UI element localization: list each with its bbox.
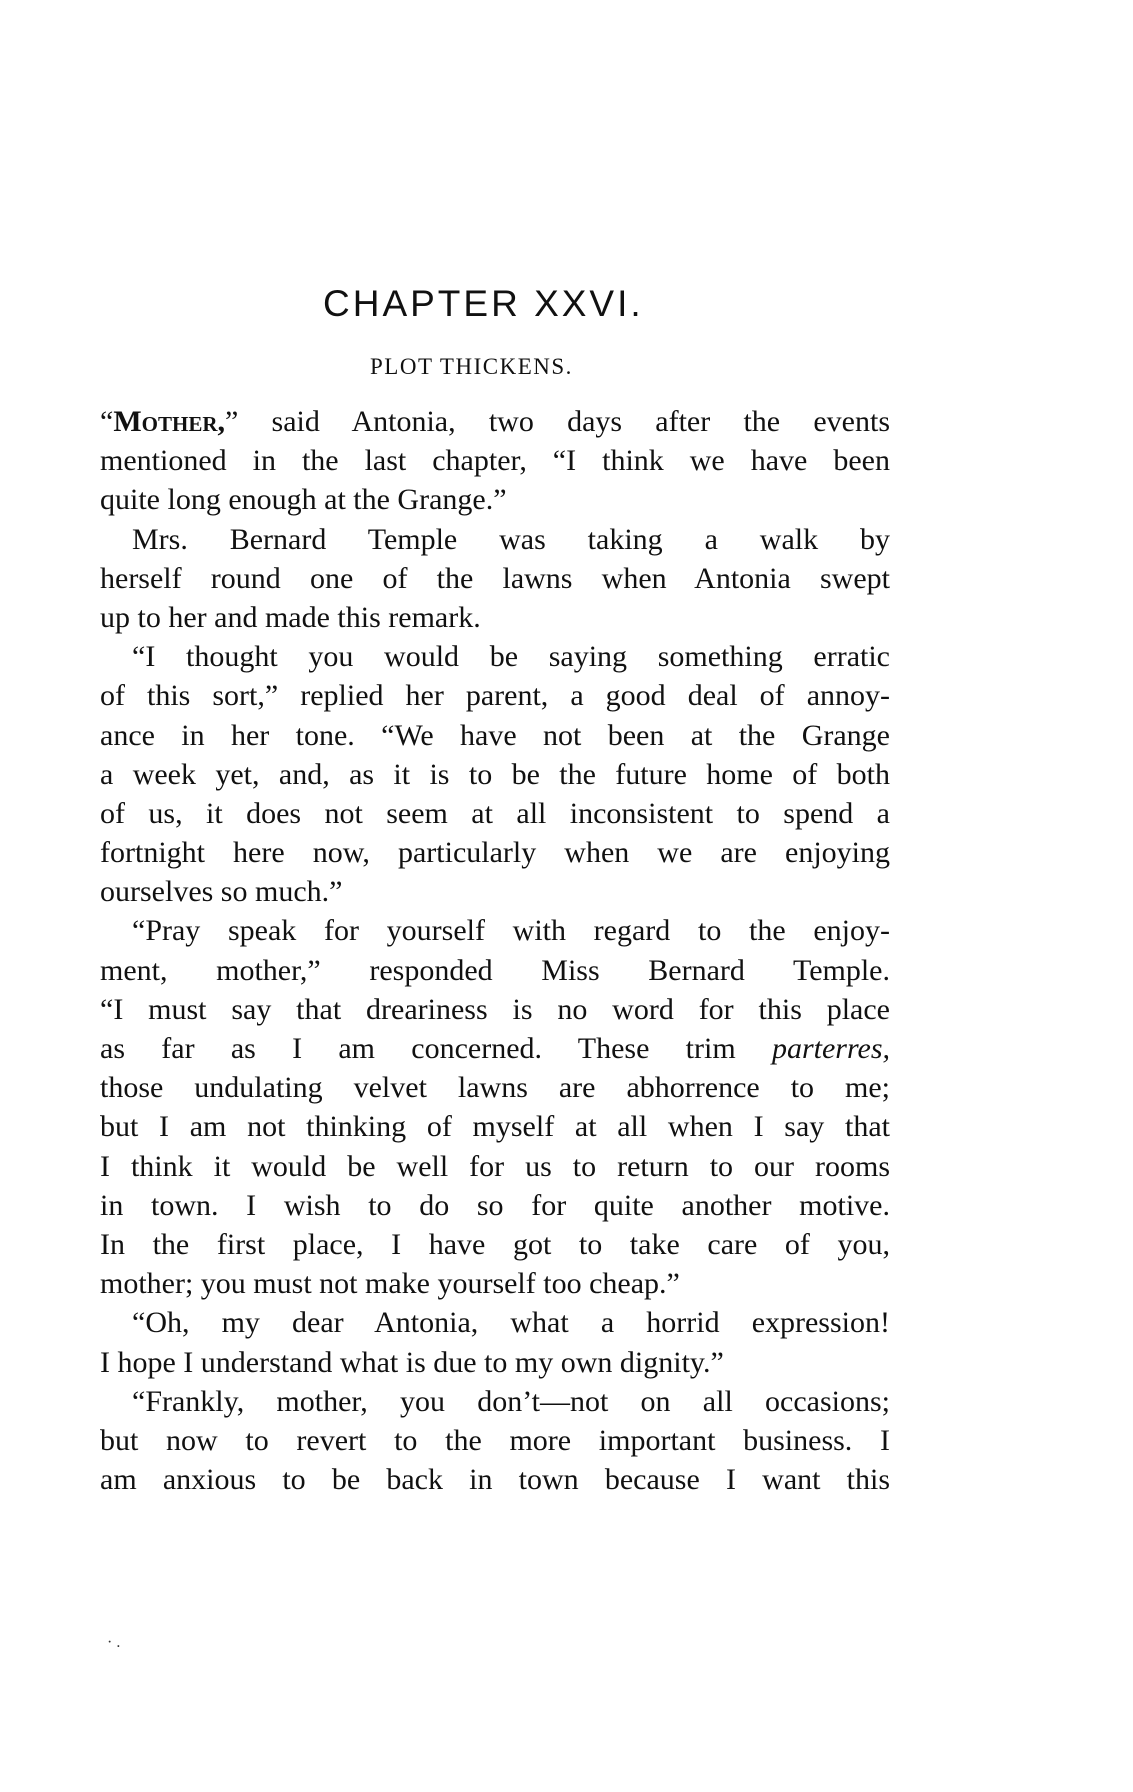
opening-quote: “ [100,405,114,438]
italic-word: parterres, [771,1032,890,1065]
text-line: I hope I understand what is due to my own dignity.” [100,1345,724,1379]
text-line: mentioned in the last chapter, “I think we have been [100,444,890,478]
opening-word: Mother, [113,405,225,438]
text-line: “I must say that dreariness is no word for this place [100,992,890,1026]
text-line [100,1029,890,1068]
chapter-body [100,402,890,1499]
text-line: of this sort,” replied her parent, a good deal of annoy- [100,679,890,713]
text-line: “Pray speak for yourself with regard to the enjoy- [132,914,890,948]
text-line: those undulating velvet lawns are abhorrence to me; [100,1071,890,1105]
text-line: a week yet, and, as it is to be the future home of both [100,757,890,791]
text-line: “I thought you would be saying something erratic [132,640,890,674]
text-line: am anxious to be back in town because I want this [100,1463,890,1497]
text-line: but I am not thinking of myself at all when I say that [100,1110,890,1144]
page-marks: · . [107,1634,121,1651]
text-line: Mrs. Bernard Temple was taking a walk by [132,522,890,556]
text-line: quite long enough at the Grange.” [100,483,507,517]
text-line: “Frankly, mother, you don’t—not on all occasions; [132,1384,890,1418]
text-line: I think it would be well for us to return to our rooms [100,1149,890,1183]
text-line: herself round one of the lawns when Antonia swept [100,561,890,595]
chapter-subtitle: PLOT THICKENS. [370,354,573,379]
text-line: in town. I wish to do so for quite another motive. [100,1188,890,1222]
opening-line-rest: ” said Antonia, two days after the events [225,405,890,438]
text-line: but now to revert to the more important business. I [100,1423,890,1457]
text-line: ance in her tone. “We have not been at the Grange [100,718,890,752]
text-line: ment, mother,” responded Miss Bernard Temple. [100,953,890,987]
text-line: fortnight here now, particularly when we are enjoying [100,836,890,870]
text-line: ourselves so much.” [100,875,343,909]
parterres-line-start: as far as I am concerned. These trim [100,1032,736,1065]
chapter-title: CHAPTER XXVI. [323,283,644,324]
text-line: up to her and made this remark. [100,600,481,634]
text-line [100,402,890,441]
text-line: mother; you must not make yourself too cheap.” [100,1267,680,1301]
text-line: In the first place, I have got to take care of you, [100,1227,890,1261]
text-line: of us, it does not seem at all inconsistent to spend a [100,796,890,830]
text-line: “Oh, my dear Antonia, what a horrid expression! [132,1306,890,1340]
